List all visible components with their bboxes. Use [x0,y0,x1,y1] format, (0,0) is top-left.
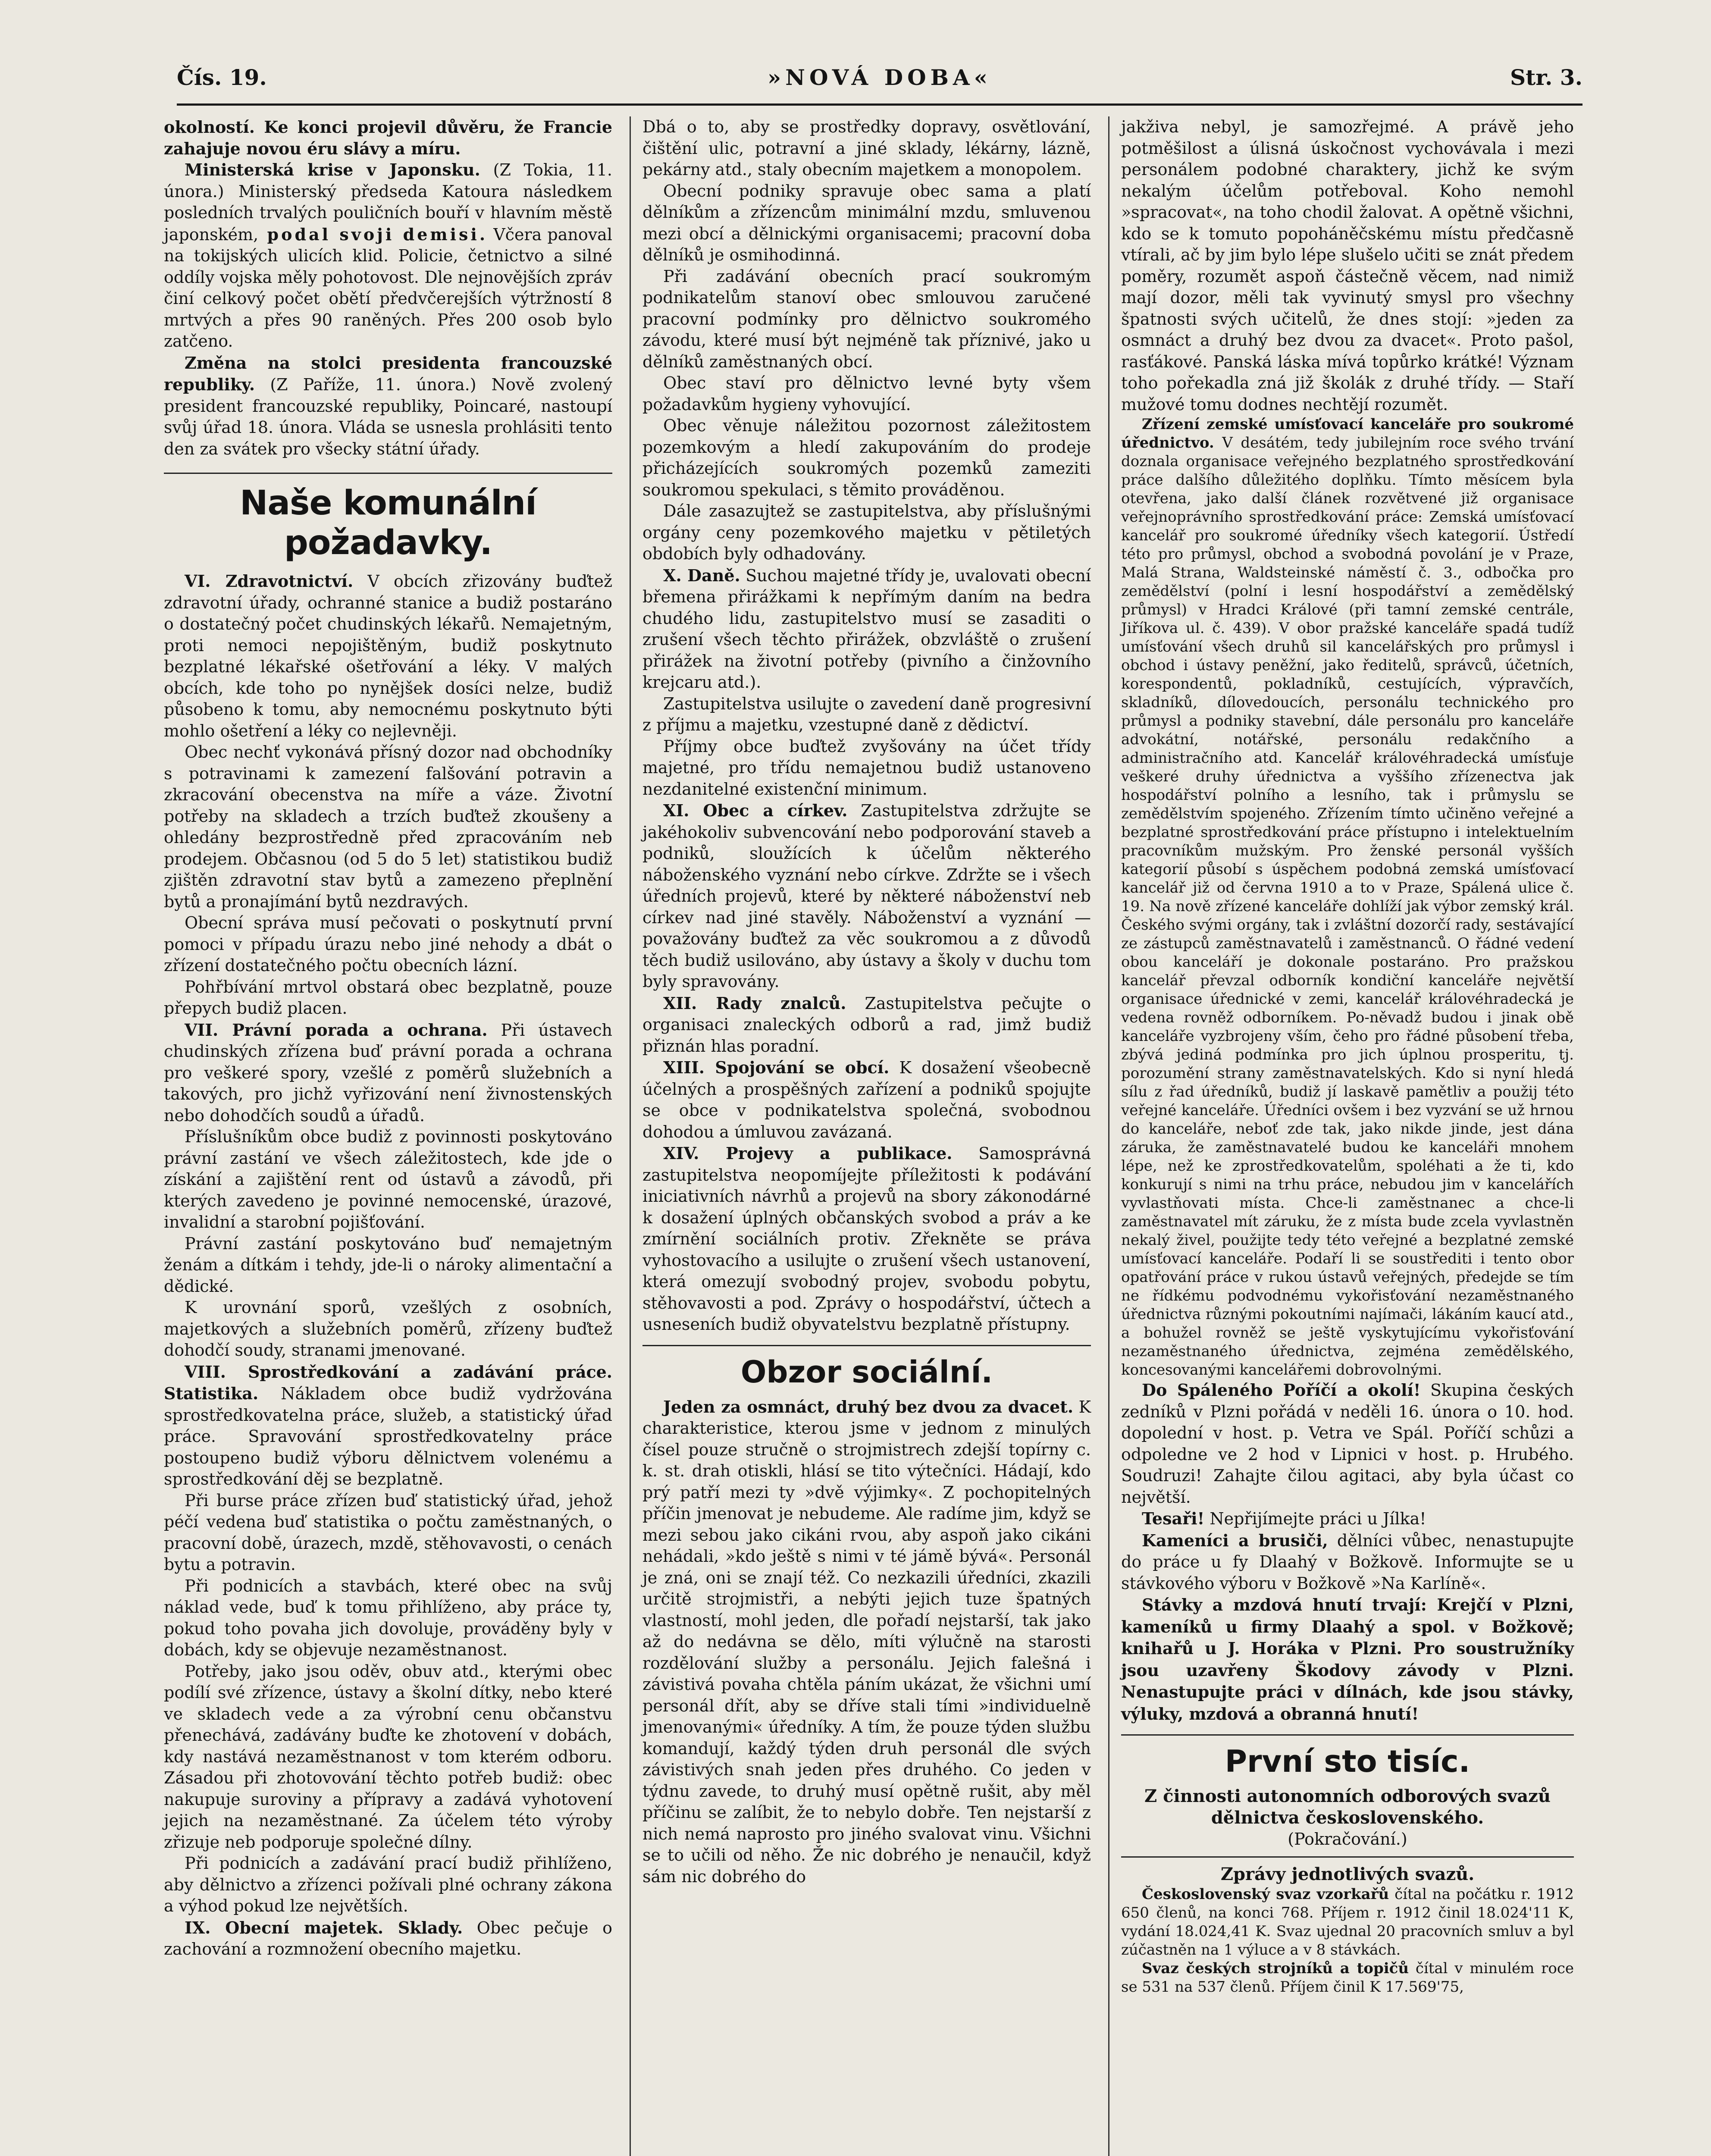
column-1 [164,116,612,1960]
paragraph: Dále zasazujtež se zastupitelstva, aby příslušnými orgány ceny pozemkového majetku v pětiletých obdobích byly odhadovány. [642,501,1091,563]
paragraph: okolností. Ke konci projevil důvěru, že Francie zahajuje novou éru slávy a míru. [164,117,612,158]
news-item-france: Změna na stolci presidenta francouzské republiky. (Z Paříže, 11. února.) Nově zvolený president francouzské republiky, Poincaré, nastoupí svůj úřad 18. února. Vláda se usnesla prohlásiti tento den za svátek pro všecky státní úřady. [164,353,612,458]
news-heading: Změna na stolci presidenta francouzské republiky. [164,353,612,394]
section-x: X. Daně. Suchou majetné třídy je, uvalovati obecní břemena přirážkami k nepřímým daním na bedra chudého lidu, zastupitelstvo musí se zasaditi o zrušení všech těchto přirážek, obzvláště o zrušení přirážek na životní potřeby (pivního a činžovního krejcaru atd.). [642,565,1091,692]
news-heading: Do Spáleného Poříčí a okolí! [1142,1380,1421,1400]
paragraph: Obec nechť vykonává přísný dozor nad obchodníky s potravinami k zamezení falšování potravin a zkracování obecenstva na míře a váze. Životní potřeby na skladech a trzích buďtež zkoušeny a ohledány bezprostředně před zpracováním neb prodejem. Občasnou (od 5 do 5 let) statistikou budiž zjištěn zdravotní stav bytů a zamezeno přeplnění bytů a pronajímání bytů nezdravých. [164,743,612,911]
news-heading: Československý svaz vzorkařů [1142,1885,1389,1903]
paragraph: Příslušníkům obce budiž z povinnosti poskytováno právní zastání ve všech záležitostech, kde jde o získání a zajištění rent od ústavů a závodů, při kterých zavedeno je povinné nemocenské, úrazové, invalidní a starobní pojišťování. [164,1127,612,1232]
section-heading: XII. Rady znalců. [663,993,846,1013]
section-title-first-hundred: První sto tisíc. [1121,1734,1574,1780]
section-heading: VII. Právní porada a ochrana. [185,1020,488,1040]
paragraph: Obec staví pro dělnictvo levné byty všem požadavkům hygieny vyhovující. [642,373,1091,414]
news-heading: Tesaři! [1142,1509,1205,1528]
paragraph: Právní zastání poskytováno buď nemajetným ženám a dítkám i tehdy, jde-li o nároky alimentační a dědické. [164,1234,612,1296]
section-vi: VI. Zdravotnictví. V obcích zřizovány buďtež zdravotní úřady, ochranné stanice a budiž postaráno o dostatečný počet chudinských lékařů. Nemajetným, proti nemoci nepojištěným, budiž poskytnuto bezplatné lékařské ošetřování a léky. V malých obcích, kde toho po nynějšek dosíci nelze, budiž působeno k tomu, aby nemocnému poskytnuto býti mohlo ošetření a léky co nejlevněji. [164,571,612,740]
page-number: Str. 3. [1510,65,1583,90]
paragraph: Obecní správa musí pečovati o poskytnutí první pomoci v případu úrazu nebo jiné nehody a dbát o zřízení dostatečného počtu obecních lázní. [164,913,612,975]
section-xi: XI. Obec a církev. Zastupitelstva zdržujte se jakéhokoliv subvencování nebo podporování staveb a podniků, sloužících k účelům některého náboženského vyznání nebo církve. Zdržte se i všech úředních projevů, které by některé náboženství neb církev nad jiné stavěly. Náboženství a vyznání — považovány buďtež za věc soukromou a z důvodů těch budiž usilováno, aby ústavy a školy v duchu tom byly spravovány. [642,801,1091,991]
news-heading: Zřízení zemské umísťovací kanceláře pro soukromé úřednictvo. [1121,416,1574,451]
section-vii: VII. Právní porada a ochrana. Při ústavech chudinských zřízena buď právní porada a ochrana pro veškeré spory, vzešlé z poměrů služebních a takových, pro jichž vyřizování není živnostenských nebo dohodčích soudů a úřadů. [164,1020,612,1125]
news-heading: Svaz českých strojníků a topičů [1142,1959,1409,1977]
section-subtitle: Z činnosti autonomních odborových svazů dělnictva československého. [1144,1786,1551,1828]
news-heading: Kameníci a brusiči, [1142,1530,1328,1550]
divider [1121,1856,1574,1858]
paragraph: Dbá o to, aby se prostředky dopravy, osvětlování, čištění ulic, potravní a jiné sklady, lékárny, lázně, pekárny atd., staly obecním majetkem a monopolem. [642,117,1091,179]
header-rule [177,103,1583,106]
union-report: Svaz českých strojníků a topičů čítal v minulém roce se 531 na 537 členů. Příjem činil K 17.569'75, [1121,1959,1574,1996]
section-ix: IX. Obecní majetek. Sklady. Obec pečuje o zachování a rozmnožení obecního majetku. [164,1918,612,1959]
section-xii: XII. Rady znalců. Zastupitelstva pečujte o organisaci znaleckých odborů a rad, jimž budiž přiznán hlas poradní. [642,993,1091,1056]
news-heading: Jeden za osmnáct, druhý bez dvou za dvacet. [663,1397,1074,1416]
section-heading: VIII. Sprostředkování a zadávání práce. Statistika. [164,1362,612,1403]
section-viii: VIII. Sprostředkování a zadávání práce. Statistika. Nákladem obce budiž vydržována sprostředkovatelna práce, služeb, a statistický úřad práce. Spravování sprostředkovatelny práce postoupeno budiž výboru dělnictvem volenému a sprostředkování děj se bezplatně. [164,1362,612,1489]
column-3 [1121,116,1574,1996]
social-item: Jeden za osmnáct, druhý bez dvou za dvacet. K charakteristice, kterou jsme v jednom z minulých čísel pouze stručně o strojmistrech zdejší topírny c. k. st. drah otiskli, hlásí se tito výtečníci. Hádají, kdo prý patří mezi ty »dvě výjimky«. Z pochopitelných příčin jmenovat je nebudeme. Ale radíme jim, když se mezi sebou jako cikáni rvou, aby aspoň jako cikáni nehádali, »kdo ještě s nimi v té jámě bývá«. Personál je zná, oni se znají též. Co nezkazili úředníci, zkazili určitě strojmistři, a nebýti jejich tuze špatných vlastností, mohl jeden, dle pořadí nejstarší, tak jako až do nedávna se dělo, míti výlučně na starosti rozdělování služby a personálu. Jejich falešná i závistivá povaha chtěla páním ukázat, že všichni umí personál dřít, aby se dříve stali tími »individuelně jmenovanými« úředníky. A tím, že pouze týden službu komandují, každý týden druh personál dle svých závistivých snah jeden přes druhého. Co jeden v týdnu zavede, to druhý musí opětně rušit, aby měl příčinu se zalíbit, že to nebylo dobře. Ten nejstarší z nich nemá naprosto pro jiného svalovat vinu. Všichni se to učili od něho. Že nic dobrého je nenaučil, když sám nic dobrého do [642,1397,1091,1886]
news-item-office: Zřízení zemské umísťovací kanceláře pro soukromé úřednictvo. V desátém, tedy jubilejním roce svého trvání doznala organisace veřejného bezplatného sprostředkování práce dalšího důležitého doplňku. Tímto měsícem byla otevřena, jako další článek rozvětvené již organisace veřejnoprávního sprostředkování práce: Zemská umísťovací kancelář pro soukromé úředníky všech kategorií. Ústředí této pro průmysl, obchod a svobodná povolání je v Praze, Malá Strana, Waldsteinské náměstí č. 3., odbočka pro zemědělství (polní i lesní hospodářství a zemědělský průmysl) v Hradci Králové (při tamní zemské centrále, Jiříkova ul. č. 439). V obor pražské kanceláře spadá tudíž umísťování všech druhů sil kancelářských pro průmysl i obchod i ústavy peněžní, jako ředitelů, správců, účetních, korespondentů, pokladníků, cestujících, výpravčích, skladníků, dílovedoucích, personálu technického pro průmysl a podniky stavební, dále personálu pro kanceláře advokátní, notářské, personálu redakčního a administračního atd. Kancelář královéhradecká umísťuje veškeré druhy úřednictva a vyššího zřízenectva jak hospodářství polního a lesního, tak i průmyslu se zemědělstvím spojeného. Zřízením tímto učiněno veřejné a bezplatné sprostředkování práce přístupno i intelektuelním pracovníkům mužským. Pro ženské personál vyšších kategorií působí s úspěchem podobná zemská umísťovací kancelář již od června 1910 a to v Praze, Spálená ulice č. 19. Na nově zřízené kanceláře dohlíží jak výbor zemský král. Českého svými orgány, tak i zvláštní dozorčí rady, sestávající ze zástupců zaměstnavatelů i zaměstnanců. O řádné vedení obou kanceláří je dokonale postaráno. Pro pražskou kancelář převzal odborník kondiční kanceláře největší organisace úřednické v zemi, kancelář královéhradecká je vedena rovněž odborníkem. Po-něvadž budou i jinak obě kanceláře vyzbrojeny vším, čeho pro řádné působení třeba, zbývá jediná podmínka pro jich úplnou prosperitu, tj. porozumění strany zaměstnavatelských. Kdo si nyní hledá sílu z řad úředníků, budiž jí laskavě pamětliv a použij této veřejné kanceláře. Úředníci ovšem i bez vyzvání se už hrnou do kanceláře, neboť zde tak, jako nikde jinde, jest dána záruka, že zaměstnavatelé budou ke kanceláři mnohem lépe, než ke zprostředkovatelům, spoléhati a že ti, kdo konkurují s nimi na trhu práce, nebudou jim v kancelářích vyvlastňovati místa. Chce-li zaměstnanec a chce-li zaměstnavatel mít záruku, že z místa bude zcela vyvlastněn nekalý živel, použijte tedy této veřejné a bezplatné zemské umísťovací kanceláře. Podaří li se soustřediti i tento obor opatřování práce v rukou ústavů veřejných, předejde se tím ne řídkému podvodnému vykořisťování nezaměstnaného úřednictva různými pokoutními najímači, lákáním kaucí atd., a bohužel rovněž se ještě vyskytujícímu vykořisťování nezaměstnaného úřednictva, zejména zemědělského, koncesovanými kancelářemi dobrovolnými. [1121,416,1574,1379]
issue-number: Čís. 19. [177,65,267,90]
paragraph: Obec věnuje náležitou pozornost záležitostem pozemkovým a hledí zakupováním do prodeje přicházejících soukromých pozemků zameziti soukromou spekulaci, s těmito prováděnou. [642,416,1091,499]
section-heading: VI. Zdravotnictví. [185,571,354,591]
article-title: Naše komunální požadavky. [164,473,612,563]
section-xiv: XIV. Projevy a publikace. Samosprávná zastupitelstva neopomíjejte příležitosti k podávání iniciativních návrhů a projevů na sbory zákonodárné k dosažení úplných občanských svobod a práv a ke zmírnění sociálních protiv. Zřekněte se práva vyhostovacího a usilujte o zrušení všech ustanovení, která omezují svobodný projev, svobodu pobytu, stěhovavosti a pod. Zprávy o hospodářství, účtech a usneseních budiž obyvatelstvu bezplatně přístupny. [642,1144,1091,1334]
news-heading: Ministerská krise v Japonsku. [185,160,480,179]
paragraph: Pohřbívání mrtvol obstará obec bezplatně, pouze přepych budiž placen. [164,977,612,1018]
paragraph: Při zadávání obecních prací soukromým podnikatelům stanoví obec smlouvou zaručené pracovní podmínky pro dělnictvo soukromého závodu, které musí být nejméně tak příznivé, jako u dělníků zaměstnaných obcí. [642,266,1091,371]
newspaper-page [108,39,1608,2156]
paragraph: jakživa nebyl, je samozřejmé. A právě jeho potměšilost a úlisná úskočnost vychovávala i mezi personálem podobné charaktery, jichž ke svým nekalým účelům potřeboval. Koho nemohl »spracovat«, na toho chodil žalovat. A opětně všichni, kdo se k tomuto popoháněčskému místu předčasně vtírali, ač by jim bylo lépe slušelo učiti se znát předem poměry, rozumět aspoň částečně věcem, nad nimiž mají dozor, měli tak vyvinutý smysl pro všechny špatnosti svých učitelů, že dnes stojí: »jeden za osmnáct a druhý bez dvou za dvacet«. Proto pašol, rasťákové. Panská láska mívá topůrko krátké! Význam toho pořekadla zná již školák z druhé třídy. — Staří mužové tomu dodnes nechtějí rozumět. [1121,117,1574,414]
news-item-meeting: Do Spáleného Poříčí a okolí! Skupina českých zedníků v Plzni pořádá v neděli 16. února o 10. hod. dopolední v host. p. Vetra ve Spál. Poříčí schůzi a odpoledne ve 2 hod v Lipnici v host. p. Hrubého. Soudruzi! Zahajte čilou agitaci, aby byla účast co největší. [1121,1380,1574,1507]
paragraph: Zastupitelstva usilujte o zavedení daně progresivní z příjmu a majetku, vzestupné daně z dědictví. [642,694,1091,734]
news-heading: Stávky a mzdová hnutí [1142,1595,1362,1614]
news-item-strikes: Stávky a mzdová hnutí trvají: Krejčí v Plzni, kameníků u firmy Dlaahý a spol. v Božkově; knihařů u J. Horáka v Plzni. Pro soustružníky jsou uzavřeny Škodovy závody v Plzni. Nenastupujte práci v dílnách, kde jsou stávky, výluky, mzdová a obranná hnutí! [1121,1595,1574,1724]
section-heading: X. Daně. [663,565,740,585]
paragraph: Při podnicích a zadávání prací budiž přihlíženo, aby dělnictvo a zřízenci požívali plné ochrany zákona a výhod pokud lze největších. [164,1854,612,1915]
page-header [177,65,1583,99]
paragraph: Obecní podniky spravuje obec sama a platí dělníkům a zřízencům minimální mzdu, smluvenou mezi obcí a dělnickými organisacemi; pracovní doba dělníků je osmihodinná. [642,181,1091,264]
section-xiii: XIII. Spojování se obcí. K dosažení všeobecně účelných a prospěšných zařízení a podniků spojujte se obce v podnikatelstva společná, svobodnou dohodou a úmluvou zavázaná. [642,1058,1091,1141]
paragraph: Potřeby, jako jsou oděv, obuv atd., kterými obec podílí své zřízence, ústavy a školní dítky, nebo které ve skladech vede a za výrobní cenu občanstvu přenechává, zadávány buďte ke zhotovení v dobách, kdy nastává nezaměstnanost v tom kterém odboru. Zásadou při zhotovování těchto potřeb budiž: obec nakupuje suroviny a přípravy a zadává vyhotovení jejich na nezaměstnané. Za účelem této výroby zřizuje neb podporuje společné dílny. [164,1661,612,1852]
column-2 [642,116,1091,1887]
news-item-carpenters: Tesaři! Nepřijímejte práci u Jílka! [1142,1509,1426,1528]
section-heading: XIV. Projevy a publikace. [663,1144,953,1163]
section-heading: XI. Obec a církev. [663,801,848,820]
column-separator [630,116,631,2156]
section-heading: XIII. Spojování se obcí. [663,1058,890,1077]
paragraph: K urovnání sporů, vzešlých z osobních, majetkových a služebních poměrů, zřízeny buďtež dohodčí soudy, stranami jmenované. [164,1298,612,1360]
masthead-title: »NOVÁ DOBA« [768,65,992,90]
union-report: Československý svaz vzorkařů čítal na počátku r. 1912 650 členů, na konci 768. Příjem r. 1912 činil 18.024'11 K, vydání 18.024,41 K. Svaz ujednal 20 pracovních smluv a byl zúčastněn na 1 výluce a v 8 stávkách. [1121,1885,1574,1959]
section-title-social: Obzor sociální. [642,1345,1091,1390]
paragraph: Při podnicích a stavbách, které obec na svůj náklad vede, buď k tomu přihlíženo, aby práce ty, pokud toho povaha jich dovoluje, prováděny byly v dobách, kdy se objevuje nezaměstnanost. [164,1576,612,1659]
section-subheading: Zprávy jednotlivých svazů. [1220,1864,1475,1884]
news-item-japan: Ministerská krise v Japonsku. (Z Tokia, 11. února.) Ministerský předseda Katoura následkem posledních trvalých pouličních bouří v hlavním městě japonském, podal svoji demisi. Včera panoval na tokijských ulicích klid. Policie, četnictvo a silné oddíly vojska měly pohotovost. Dle nejnovějších zpráv činí celkový počet obětí předvčerejších výtržností 8 mrtvých a přes 90 raněných. Přes 200 osob bylo zatčeno. [164,160,612,351]
continued-note: (Pokračování.) [1288,1830,1407,1849]
paragraph: Příjmy obce buďtež zvyšovány na účet třídy majetné, pro třídu nemajetnou budiž ustanoveno nezdanitelné existenční minimum. [642,736,1091,799]
column-separator [1108,116,1109,2156]
paragraph: Při burse práce zřízen buď statistický úřad, jehož péčí vedena buď statistika o počtu zaměstnaných, o pracovní době, úrazech, mzdě, stěhovavosti, o cenách bytu a potravin. [164,1491,612,1574]
section-heading: IX. Obecní majetek. Sklady. [185,1918,463,1937]
news-item-stonemasons: Kameníci a brusiči, dělníci vůbec, nenastupujte do práce u fy Dlaahý v Božkově. Informujte se u stávkového výboru v Božkově »Na Karlíně«. [1121,1530,1574,1593]
